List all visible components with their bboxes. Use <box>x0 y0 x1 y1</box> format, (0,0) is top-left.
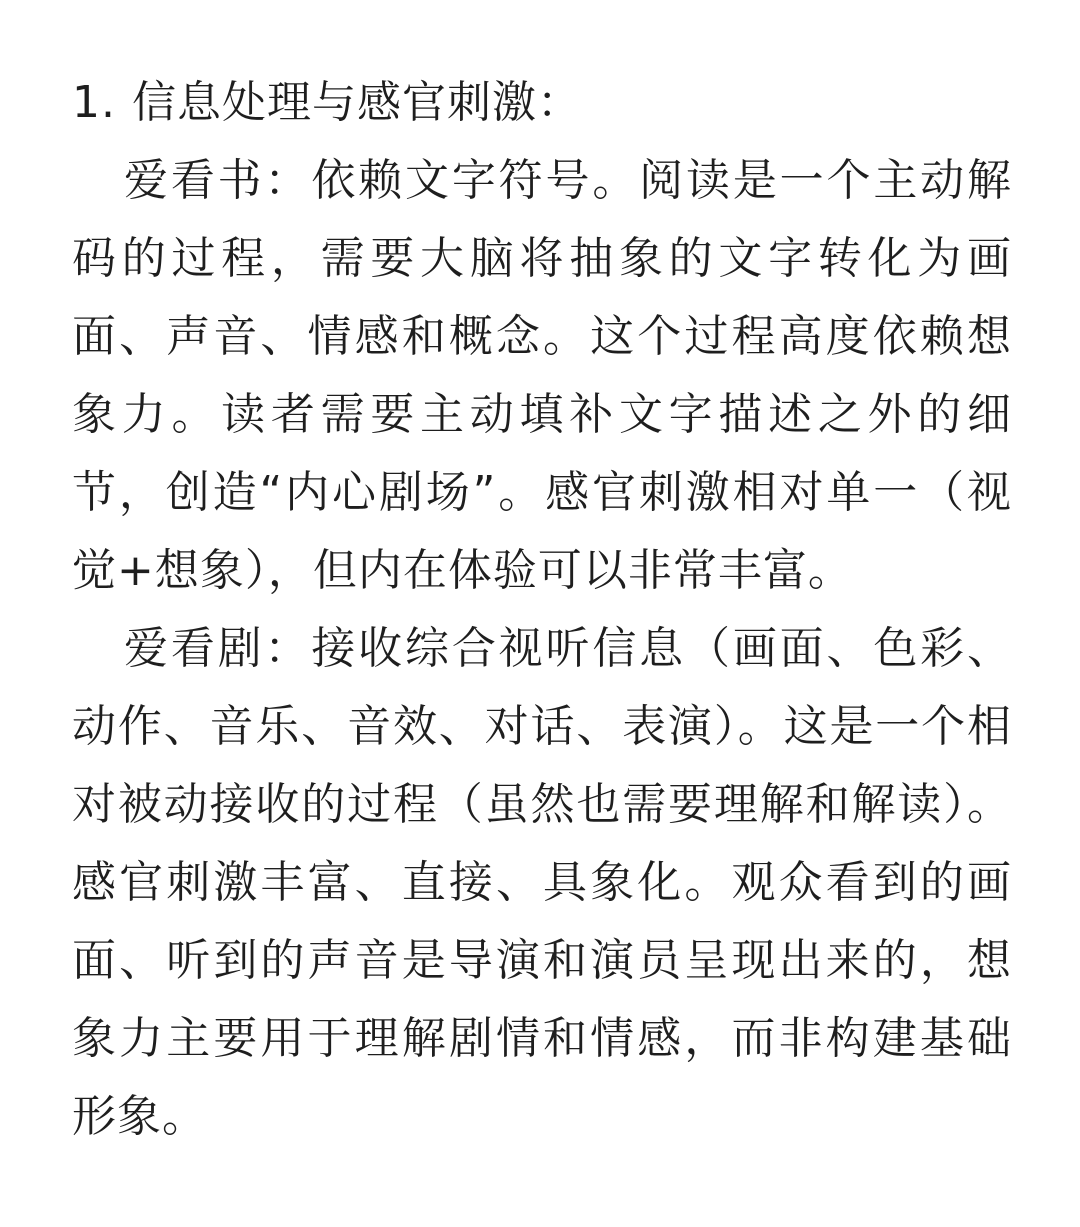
section-heading <box>72 64 1012 142</box>
section-number: 1. <box>72 77 116 128</box>
paragraph-watching: 爱看剧：接收综合视听信息（画面、色彩、动作、音乐、音效、对话、表演）。这是一个相对被动接收的过程（虽然也需要理解和解读）。感官刺激丰富、直接、具象化。观众看到的画面、听到的声音是导演和演员呈现出来的，想象力主要用于理解剧情和情感，而非构建基础形象。 <box>72 623 1012 1142</box>
section-title: 信息处理与感官刺激： <box>132 77 582 128</box>
document-body <box>72 64 1012 1156</box>
paragraph-reading: 爱看书：依赖文字符号。阅读是一个主动解码的过程，需要大脑将抽象的文字转化为画面、声音、情感和概念。这个过程高度依赖想象力。读者需要主动填补文字描述之外的细节，创造“内心剧场”。感官刺激相对单一（视觉+想象），但内在体验可以非常丰富。 <box>72 155 1012 596</box>
